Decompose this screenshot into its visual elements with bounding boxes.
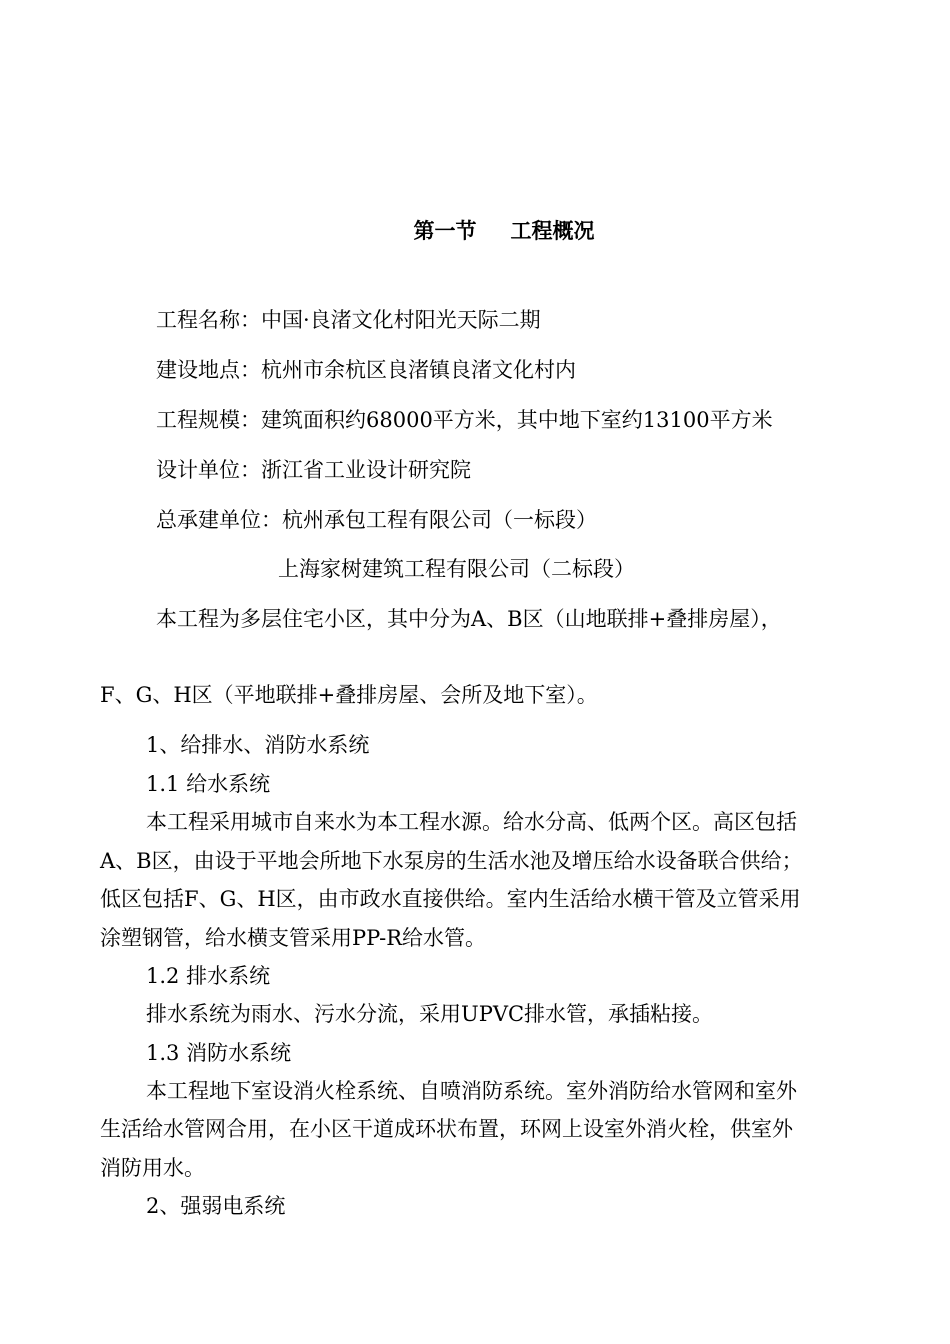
contractor-line: [156, 506, 597, 534]
designer-label: 设计单位：: [156, 458, 261, 482]
heading-1-2: 1.2 排水系统: [146, 964, 271, 988]
heading-2: 2、强弱电系统: [146, 1194, 286, 1218]
heading-1: 1、给排水、消防水系统: [146, 733, 370, 757]
contractor-label: 总承建单位：: [156, 508, 282, 532]
project-name-value: 中国·良渚文化村阳光天际二期: [261, 308, 541, 332]
project-name-label: 工程名称：: [156, 308, 261, 332]
designer-value: 浙江省工业设计研究院: [261, 458, 471, 482]
intro-line-2: F、G、H区（平地联排+叠排房屋、会所及地下室）。: [100, 683, 598, 707]
water-supply-line-4: 涂塑钢管，给水横支管采用PP-R给水管。: [100, 926, 487, 950]
contractor-value-1: 杭州承包工程有限公司（一标段）: [282, 508, 597, 532]
water-supply-line-2: A、B区，由设于平地会所地下水泵房的生活水池及增压给水设备联合供给；: [100, 849, 803, 873]
section-title-text: 工程概况: [510, 219, 595, 243]
project-scale-label: 工程规模：: [156, 408, 261, 432]
section-title: [0, 217, 950, 245]
fire-water-line-1: 本工程地下室设消火栓系统、自喷消防系统。室外消防给水管网和室外: [146, 1079, 797, 1103]
project-scale-line: [156, 406, 773, 434]
project-location-label: 建设地点：: [156, 358, 261, 382]
contractor-value-2: 上海家树建筑工程有限公司（二标段）: [278, 557, 635, 581]
heading-1-1: 1.1 给水系统: [146, 772, 271, 796]
project-location-line: [156, 356, 576, 384]
project-name-line: [156, 306, 541, 334]
designer-line: [156, 456, 471, 484]
fire-water-line-2: 生活给水管网合用，在小区干道成环状布置，环网上设室外消火栓，供室外: [100, 1117, 793, 1141]
section-title-prefix: 第一节: [413, 219, 477, 243]
water-supply-line-1: 本工程采用城市自来水为本工程水源。给水分高、低两个区。高区包括: [146, 810, 797, 834]
intro-line-1: 本工程为多层住宅小区，其中分为A、B区（山地联排+叠排房屋），: [156, 607, 782, 631]
heading-1-3: 1.3 消防水系统: [146, 1041, 292, 1065]
water-supply-line-3: 低区包括F、G、H区，由市政水直接供给。室内生活给水横干管及立管采用: [100, 887, 801, 911]
project-scale-value: 建筑面积约68000平方米，其中地下室约13100平方米: [261, 408, 773, 432]
project-location-value: 杭州市余杭区良渚镇良渚文化村内: [261, 358, 576, 382]
fire-water-line-3: 消防用水。: [100, 1156, 205, 1180]
drainage-line: 排水系统为雨水、污水分流，采用UPVC排水管，承插粘接。: [146, 1002, 714, 1026]
